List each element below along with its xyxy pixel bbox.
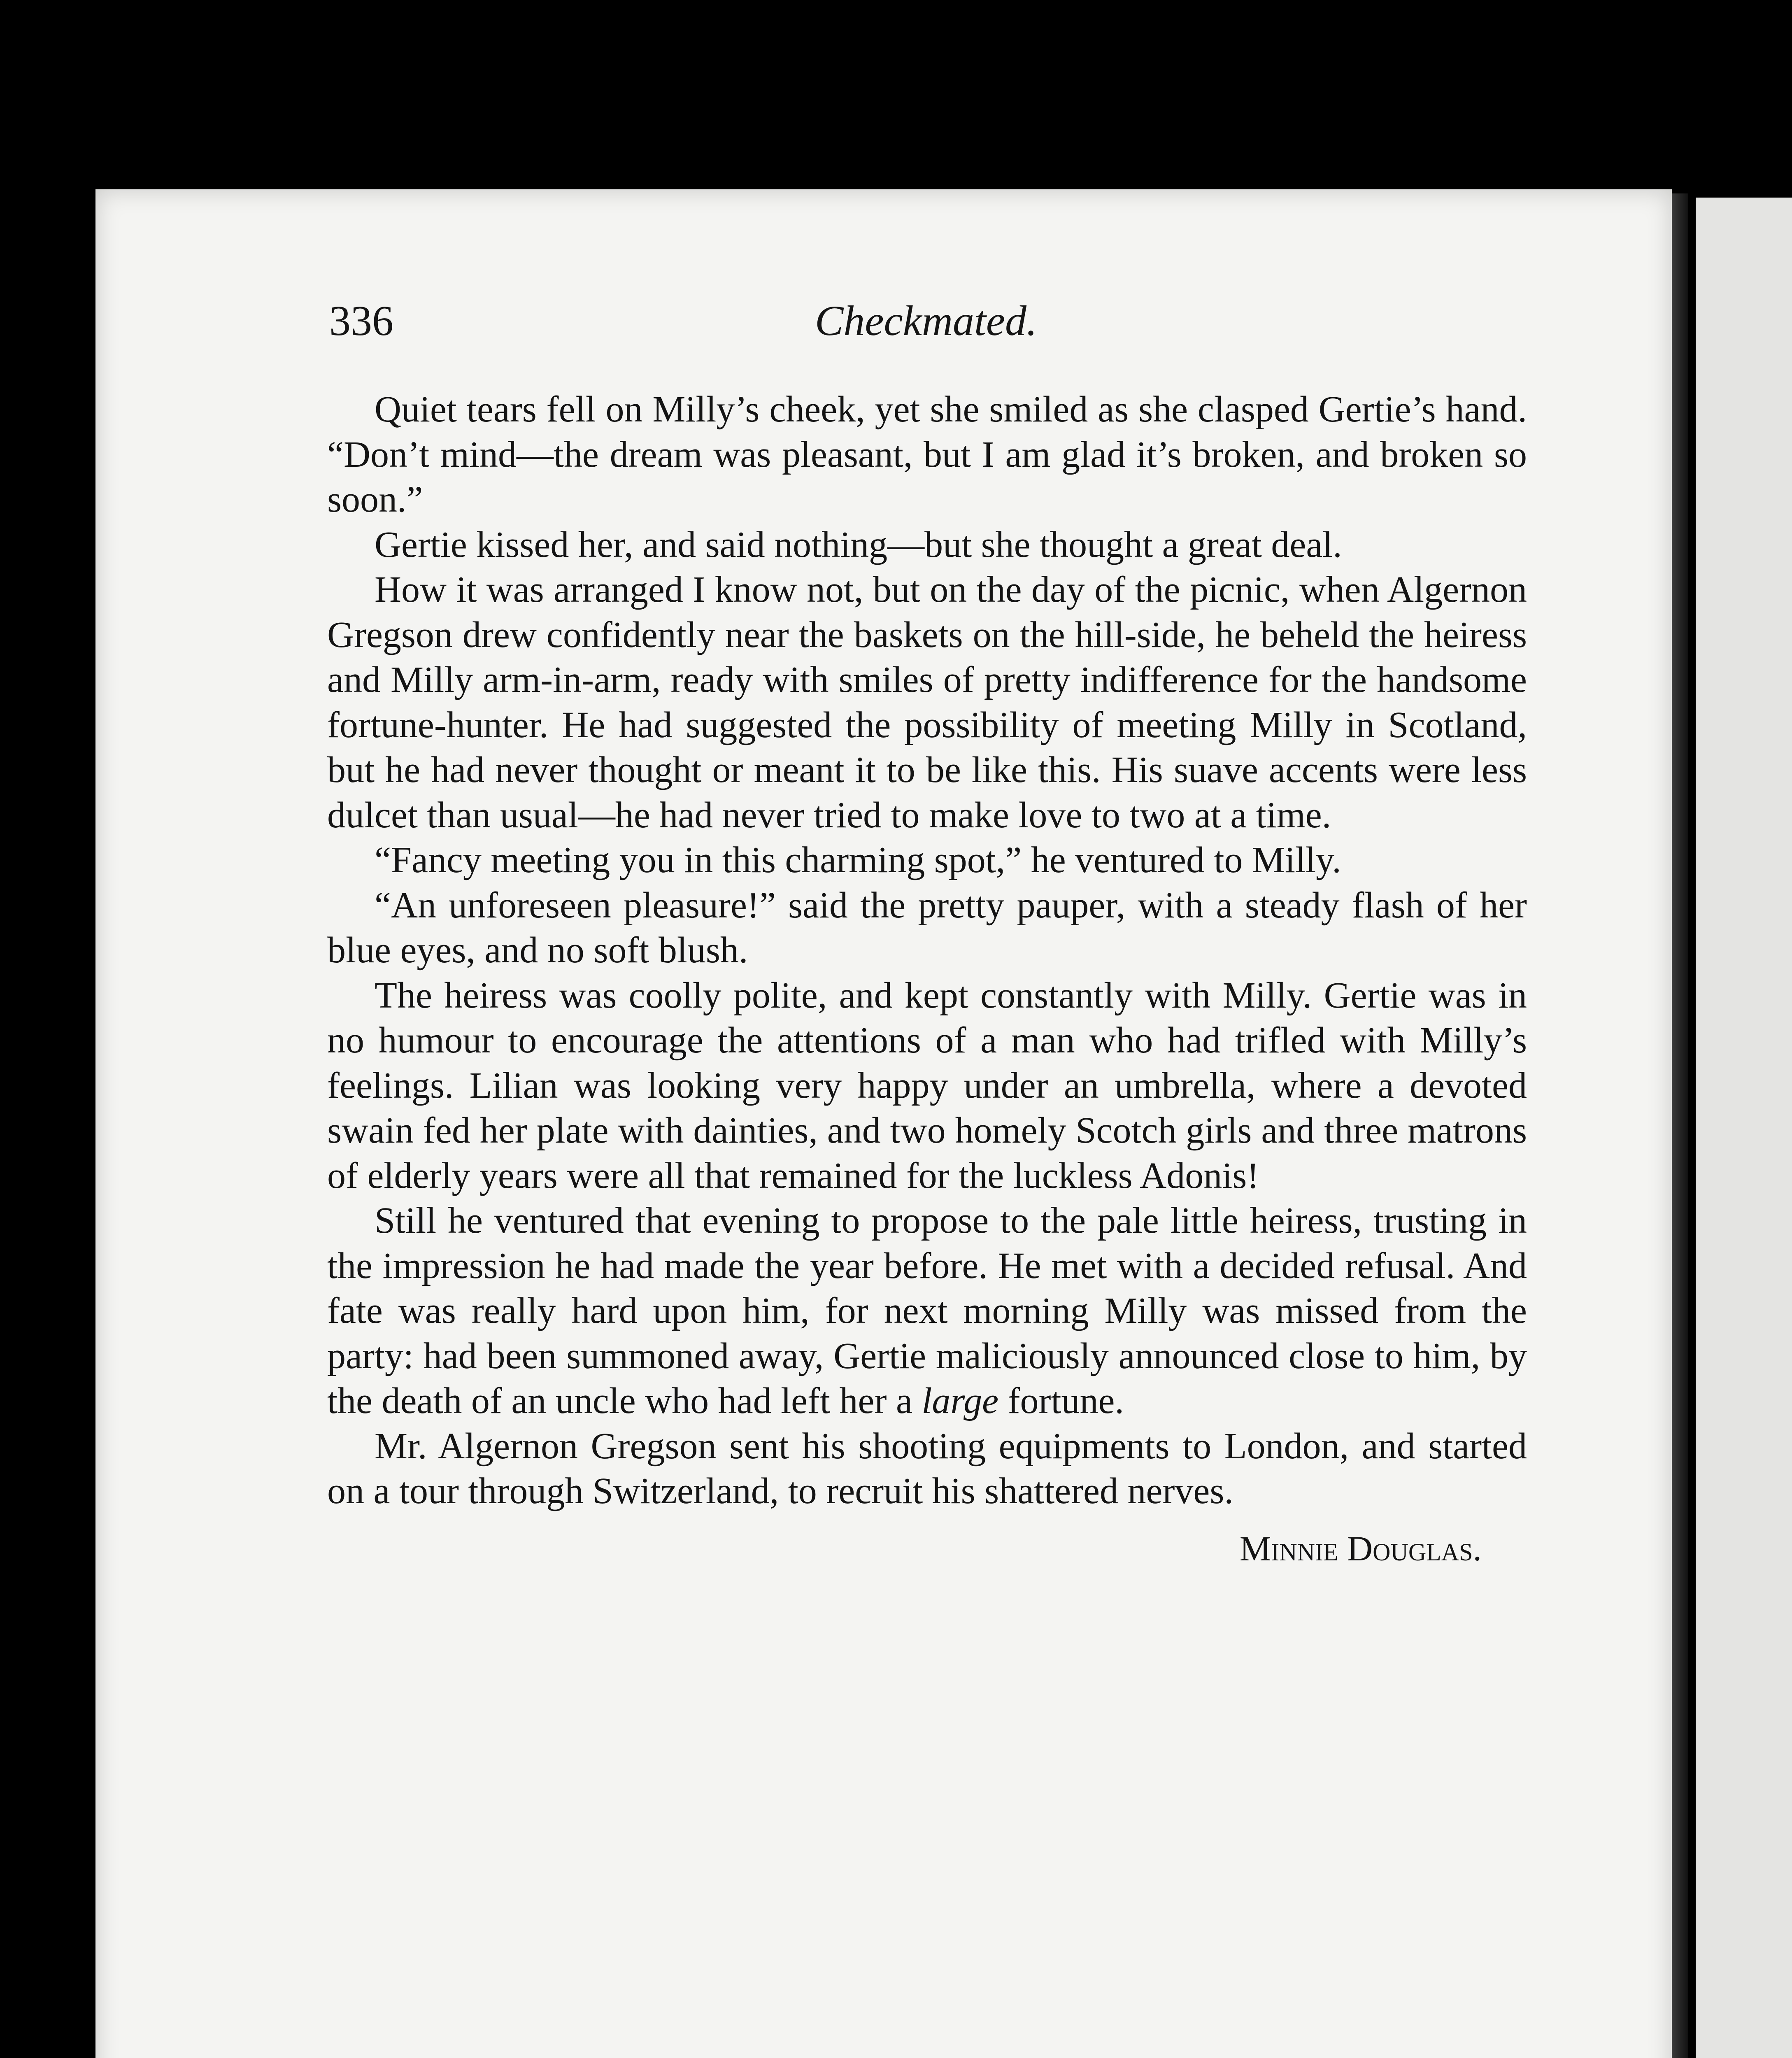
paragraph: The heiress was coolly polite, and kept constantly with Milly. Gertie was in no humour to encourage the attentions of a man who had trifled with Milly’s feelings. Lilian was looking very happy under an umbrella, where a devoted swain fed her plate with dainties, and two homely Scotch girls and three matrons of elderly years were all that remained for the luckless Adonis! xyxy=(327,975,1527,1196)
paragraph: Quiet tears fell on Milly’s cheek, yet she smiled as she clasped Gertie’s hand. “Don’t mind—the dream was pleasant, but I am glad it’s broken, and broken so soon.” xyxy=(327,389,1527,520)
paragraph-text: Still he ventured that evening to propose to the pale little heiress, trusting in the impression he had made the year before. He met with a decided refusal. And fate was really hard upon him, for next morning Milly was missed from the party: had been summoned away, Gertie maliciously announced close to him, by the death of an uncle who had left her a xyxy=(327,1200,1527,1421)
paragraph: How it was arranged I know not, but on the day of the picnic, when Algernon Gregson drew confidently near the baskets on the hill-side, he beheld the heiress and Milly arm-in-arm, ready with smiles of pretty indifference for the handsome fortune-hunter. He had suggested the possibility of meeting Milly in Scotland, but he had never thought or meant it to be like this. His suave accents were less dulcet than usual—he had never tried to make love to two at a time. xyxy=(327,569,1527,836)
running-title: Checkmated. xyxy=(815,297,1037,345)
paragraph xyxy=(327,1198,1527,1424)
page-gutter-shadow xyxy=(1672,193,1688,2058)
paragraph: Gertie kissed her, and said nothing—but she thought a great deal. xyxy=(375,524,1342,565)
paragraph: Mr. Algernon Gregson sent his shooting equipments to London, and started on a tour through Switzerland, to recruit his shattered nerves. xyxy=(327,1425,1527,1511)
italic-word: large xyxy=(922,1381,999,1421)
facing-page-edge xyxy=(1696,198,1792,2058)
author-signature: Minnie Douglas. xyxy=(1239,1528,1482,1568)
paragraph-text-end: fortune. xyxy=(998,1381,1124,1421)
story-text xyxy=(327,387,1527,1571)
paragraph: “Fancy meeting you in this charming spot,” he ventured to Milly. xyxy=(375,840,1341,880)
paragraph: “An unforeseen pleasure!” said the pretty pauper, with a steady flash of her blue eyes, and no soft blush. xyxy=(327,885,1527,971)
page-number: 336 xyxy=(329,297,393,345)
page-header xyxy=(329,296,1523,362)
